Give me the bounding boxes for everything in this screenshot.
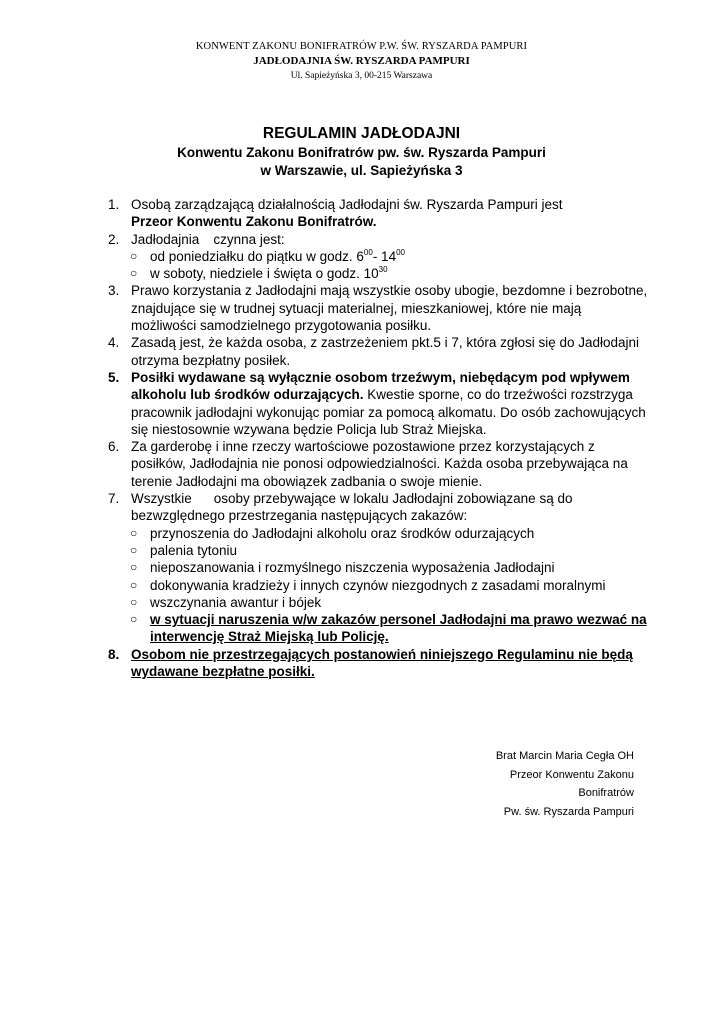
- signature-title: Przeor Konwentu Zakonu: [509, 768, 634, 781]
- prohibition-text: wszczynania awantur i bójek: [150, 594, 322, 610]
- prohibition-text: przynoszenia do Jadłodajni alkoholu oraz środków odurzających: [150, 525, 535, 541]
- rules-list: [108, 196, 648, 680]
- circle-bullet-icon: ○: [130, 612, 138, 627]
- prohibition-text: nieposzanowania i rozmyślnego niszczenia wyposażenia Jadłodajni: [150, 560, 555, 576]
- rule-bold-text: Przeor Konwentu Zakonu Bonifratrów.: [131, 214, 377, 230]
- rule-5: [108, 369, 648, 438]
- circle-bullet-icon: ○: [130, 594, 138, 609]
- rule-number: 1.: [108, 197, 120, 212]
- rule-number: 2.: [108, 231, 120, 247]
- rule-number: 3.: [108, 283, 120, 299]
- rule-7: [108, 490, 648, 525]
- rule-7-bullet: [130, 542, 648, 559]
- circle-bullet-icon: ○: [130, 560, 138, 575]
- rule-text-cont: osoby przebywające w lokalu Jadłodajni zobowiązane są do bezwzględnego przestrzegania następujących zakazów:: [131, 491, 573, 524]
- circle-bullet-icon: ○: [130, 577, 138, 592]
- hours-sup-weekend: 30: [378, 265, 388, 275]
- letterhead-convent: KONWENT ZAKONU BONIFRATRÓW P.W. ŚW. RYSZARDA PAMPURI: [195, 41, 528, 52]
- rule-2-bullet-weekend: [130, 265, 648, 282]
- page-subtitle-1: Konwentu Zakonu Bonifratrów pw. św. Ryszarda Pampuri: [177, 145, 546, 160]
- rule-number: 8.: [108, 646, 120, 662]
- signature-order: Bonifratrów: [578, 787, 634, 799]
- hours-sup-start: 00: [363, 247, 373, 257]
- rule-8: [108, 646, 648, 681]
- rule-7-bullet: [130, 525, 648, 542]
- letterhead-address: Ul. Sapieżyńska 3, 00-215 Warszawa: [290, 71, 433, 81]
- page-title: REGULAMIN JADŁODAJNI: [262, 125, 461, 142]
- prohibition-text: palenia tytoniu: [150, 542, 238, 558]
- circle-bullet-icon: ○: [130, 525, 138, 540]
- hours-end: - 14: [372, 248, 397, 264]
- circle-bullet-icon: ○: [130, 248, 138, 263]
- rule-text: Jadłodajnia: [131, 231, 200, 247]
- circle-bullet-icon: ○: [130, 266, 138, 281]
- circle-bullet-icon: ○: [130, 542, 138, 557]
- rule-7-bullet: [130, 577, 648, 594]
- signature-name: Brat Marcin Maria Cegła OH: [495, 750, 634, 762]
- rule-text: Prawo korzystania z Jadłodajni mają wszystkie osoby ubogie, bezdomne i bezrobotne, znajdujące się w trudnej sytuacji materialnej, mieszkaniowej, które nie mają możliwości samodzielnego przygotowania posiłku.: [131, 283, 648, 334]
- rule-text-cont: czynna jest:: [213, 231, 285, 247]
- rule-text: Kwestie sporne, co do trzeźwości rozstrzyga pracownik jadłodajni wykonując pomiar za pomocą alkomatu. Do osób zachowujących się niestosownie wzywana będzie Policja lub Straż Miejska.: [131, 387, 646, 437]
- rule-text: Wszystkie: [131, 491, 192, 507]
- violation-notice: w sytuacji naruszenia w/w zakazów personel Jadłodajni ma prawo wezwać na interwencję Straż Miejską lub Policję.: [150, 612, 647, 645]
- hours-weekend: w soboty, niedziele i święta o godz. 10: [150, 266, 379, 282]
- signature-block: [496, 747, 634, 821]
- rule-number: 7.: [108, 491, 120, 507]
- rule-number: 6.: [108, 439, 120, 455]
- page-subtitle-2: w Warszawie, ul. Sapieżyńska 3: [260, 163, 463, 178]
- rule-text: Zasadą jest, że każda osoba, z zastrzeżeniem pkt.5 i 7, która zgłosi się do Jadłodajni otrzyma bezpłatny posiłek.: [131, 335, 640, 368]
- hours-weekdays: od poniedziałku do piątku w godz. 6: [150, 248, 364, 264]
- rule-7-bullet: [130, 559, 648, 576]
- rule-text: Osobom nie przestrzegających postanowień niniejszego Regulaminu nie będą wydawane bezpłatne posiłki.: [131, 646, 633, 680]
- prohibition-text: dokonywania kradzieży i innych czynów niezgodnych z zasadami moralnymi: [150, 577, 606, 593]
- rule-4: [108, 334, 648, 369]
- rule-text: Osobą zarządzającą działalnością Jadłodajni św. Ryszarda Pampuri jest: [131, 197, 563, 212]
- letterhead-kitchen: JADŁODAJNIA ŚW. RYSZARDA PAMPURI: [253, 55, 470, 67]
- rule-number: 5.: [108, 369, 120, 385]
- rule-7-bullet-violation: [130, 611, 648, 646]
- rule-2-bullet-weekdays: [130, 248, 648, 265]
- rule-7-bullet: [130, 594, 648, 611]
- title-block: [0, 124, 723, 180]
- rule-1: [108, 196, 648, 231]
- rule-2: [108, 231, 648, 248]
- rule-bold-text: Posiłki wydawane są wyłącznie osobom trzeźwym, niebędącym pod wpływem alkoholu lub środków odurzających.: [131, 369, 630, 403]
- rule-number: 4.: [108, 335, 120, 351]
- hours-sup-end: 00: [396, 247, 405, 257]
- rule-6: [108, 438, 648, 490]
- rule-text: Za garderobę i inne rzeczy wartościowe pozostawione przez korzystających z posiłków, Jadłodajnia nie ponosi odpowiedzialności. Każda osoba przebywająca na terenie Jadłodajni ma obowiązek zadbania o swoje mienie.: [131, 439, 628, 489]
- letterhead: [0, 40, 723, 83]
- signature-patron: Pw. św. Ryszarda Pampuri: [503, 805, 634, 818]
- rule-3: [108, 282, 648, 334]
